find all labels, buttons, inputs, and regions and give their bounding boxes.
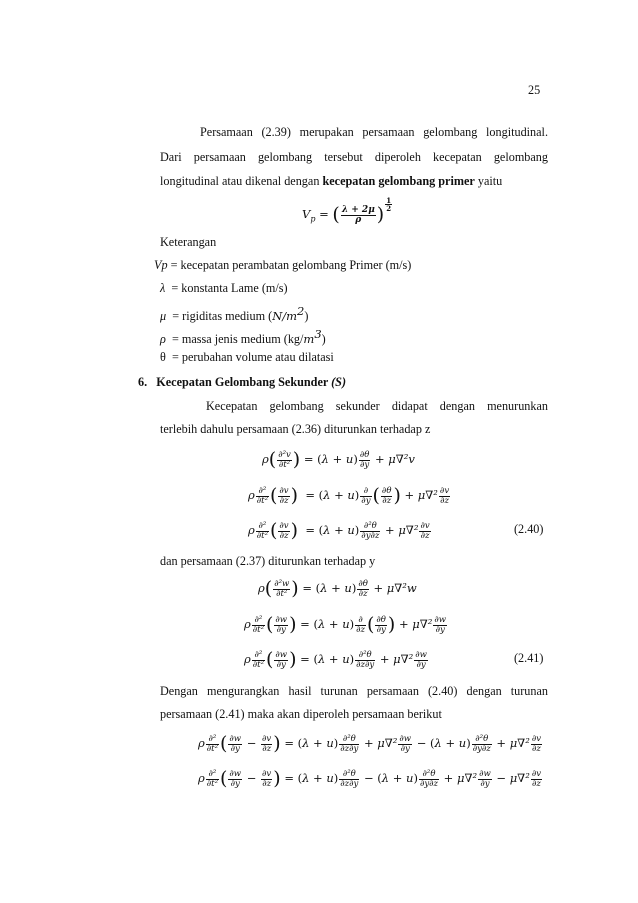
legend-item: λ = konstanta Lame (m/s) xyxy=(160,281,288,295)
equation-line: ρ $\frac{\text{∂²}}{\text{∂t²}}$ ( $\frac{\partial w}{\partial y}$ ) = (λ + u) $\frac{\text{∂²θ}}{\partial z\partial y}$ + μ∇² $\frac{\partial w}{\partial y}$ xyxy=(244,648,427,671)
equation-number: (2.41) xyxy=(514,651,544,665)
equation-line: ρ( $\frac{\text{∂²w}}{\text{∂t²}}$ ) = (λ + u) $\frac{\partial\theta}{\partial z}$ + μ∇²w xyxy=(258,577,417,600)
paragraph-line: longitudinal atau dikenal dengan kecepatan gelombang primer yaitu xyxy=(160,174,503,188)
paragraph-line: terlebih dahulu persamaan (2.36) diturunkan terhadap z xyxy=(160,422,431,436)
vp-equation: $V_p$ = ( $\frac{\lambda + 2\mu}{\rho}$ ) $\frac{1}{2}$ xyxy=(302,196,392,226)
legend-item: θ = perubahan volume atau dilatasi xyxy=(160,350,334,364)
paragraph-line: Dari persamaan gelombang tersebut diperoleh kecepatan gelombang xyxy=(160,150,548,164)
paragraph-line: Dengan mengurangkan hasil turunan persamaan (2.40) dengan turunan xyxy=(160,684,548,698)
paragraph-line: dan persamaan (2.37) diturunkan terhadap y xyxy=(160,554,376,568)
bold-term: kecepatan gelombang primer xyxy=(322,174,475,188)
section-heading: 6. Kecepatan Gelombang Sekunder (S) xyxy=(138,375,347,389)
equation-line: ρ $\frac{\text{∂²}}{\text{∂t²}}$ ( $\frac{\partial w}{\partial y}$ ) = (λ + u) $\frac{\partial}{\partial z}$ ( $\frac{\partial\theta}{\partial y}$ ) + μ∇² $\frac{\partial w}{\partial y}$ xyxy=(244,613,447,636)
equation-line: ρ $\frac{\text{∂²}}{\text{∂t²}}$ ( $\frac{\partial v}{\partial z}$ ) = (λ + u) $\frac{\partial}{\partial y}$ ( $\frac{\partial\theta}{\partial z}$ ) + μ∇² $\frac{\partial v}{\partial z}$ xyxy=(248,484,450,507)
paragraph-line: persamaan (2.41) maka akan diperoleh persamaan berikut xyxy=(160,707,442,721)
equation-number: (2.40) xyxy=(514,522,544,536)
keterangan-title: Keterangan xyxy=(160,235,217,249)
paragraph-line: Persamaan (2.39) merupakan persamaan gelombang longitudinal. xyxy=(200,125,548,139)
equation-line: ρ $\frac{\text{∂²}}{\text{∂t²}}$ ( $\frac{\partial w}{\partial y}$ − $\frac{\partial v}{\partial z}$ ) = (λ + u) $\frac{\text{∂²θ}}{\partial z\partial y}$ + μ∇² $\frac{\partial w}{\partial y}$ − (λ + u) $\frac{\text{∂²θ}}{\partial y\partial z}$ + μ∇² $\frac{\partial v}{\partial z}$ xyxy=(198,732,542,755)
legend-item: ρ = massa jenis medium $(kg/m^3)$ xyxy=(160,327,326,347)
equation-line: ρ $\frac{\text{∂²}}{\text{∂t²}}$ ( $\frac{\partial v}{\partial z}$ ) = (λ + u) $\frac{\text{∂²θ}}{\partial y\partial z}$ + μ∇² $\frac{\partial v}{\partial z}$ xyxy=(248,519,430,542)
equation-line: ρ $\frac{\text{∂²}}{\text{∂t²}}$ ( $\frac{\partial w}{\partial y}$ − $\frac{\partial v}{\partial z}$ ) = (λ + u) $\frac{\text{∂²θ}}{\partial z\partial y}$ − (λ + u) $\frac{\text{∂²θ}}{\partial y\partial z}$ + μ∇² $\frac{\partial w}{\partial y}$ − μ∇² $\frac{\partial v}{\partial z}$ xyxy=(198,767,542,790)
equation-line: ρ( $\frac{\text{∂²v}}{\text{∂t²}}$ ) = (λ + u) $\frac{\partial\theta}{\partial y}$ + μ∇²v xyxy=(262,448,415,471)
legend-item: μ = rigiditas medium $(N/m^2)$ xyxy=(160,304,309,324)
page-number: 25 xyxy=(528,83,541,97)
paragraph-line: Kecepatan gelombang sekunder didapat dengan menurunkan xyxy=(206,399,548,413)
legend-item: Vp = kecepatan perambatan gelombang Primer (m/s) xyxy=(154,258,412,272)
